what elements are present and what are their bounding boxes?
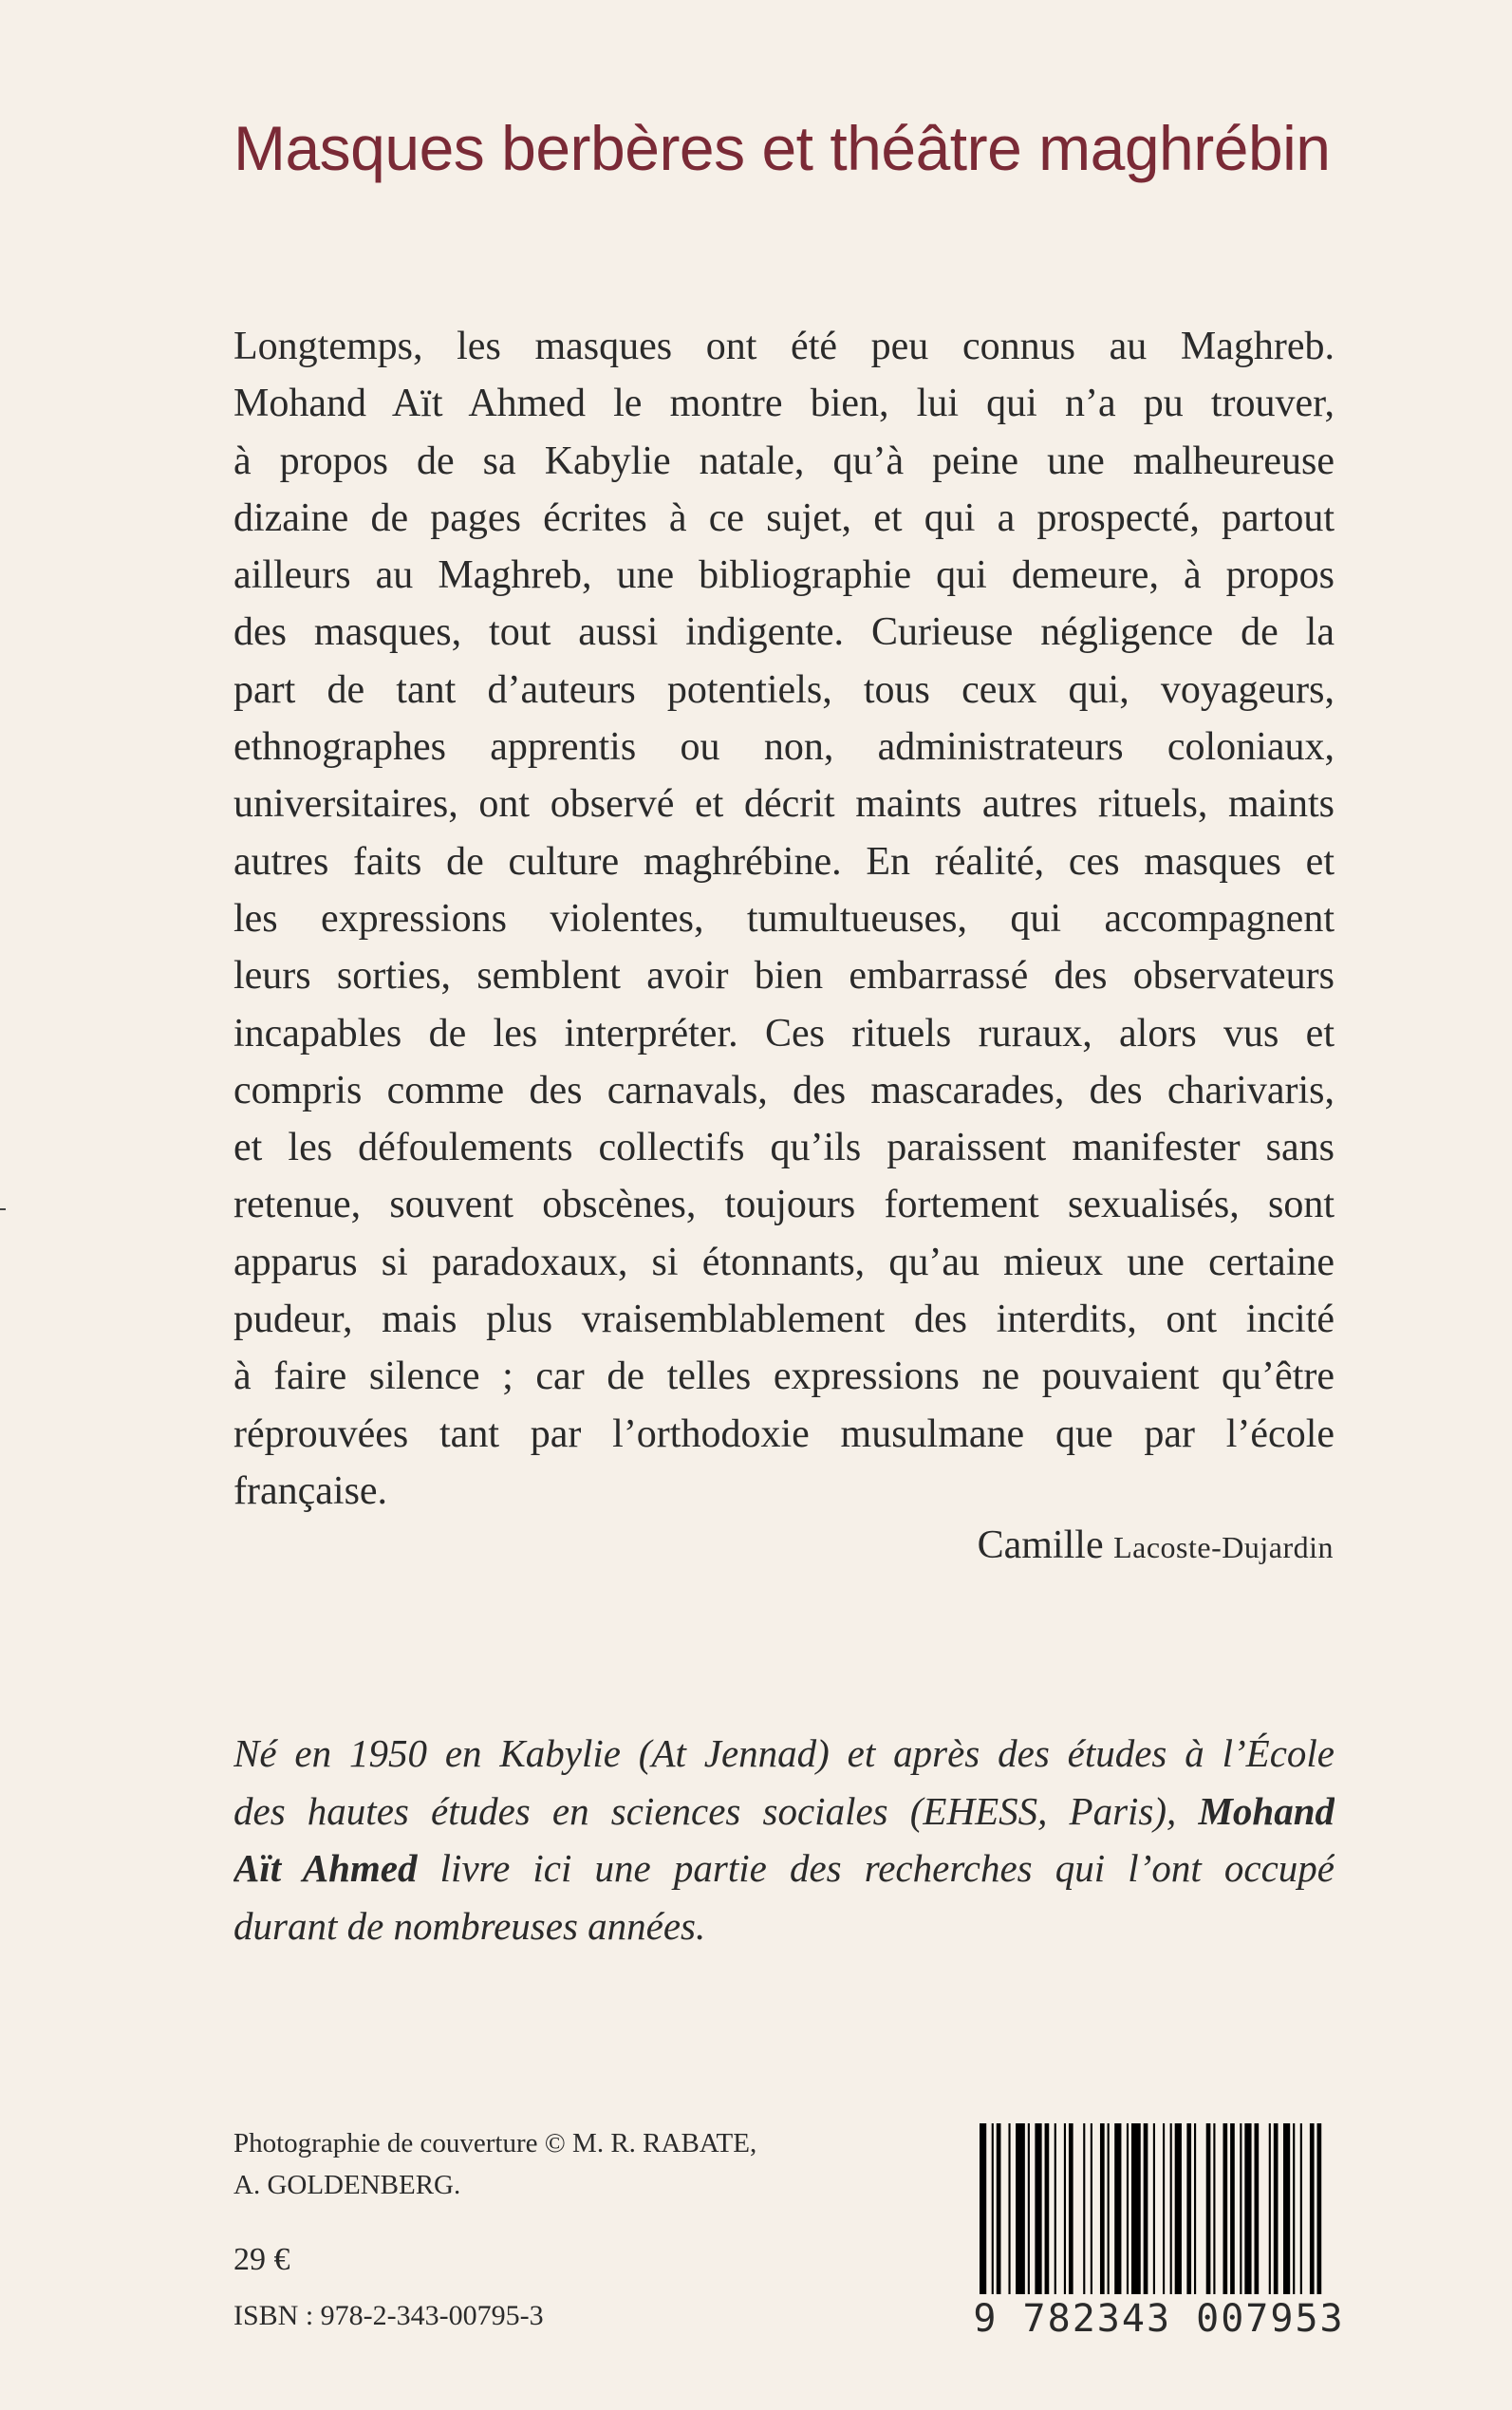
- blurb-line: des masques, tout aussi indigente. Curieuse négligence de la: [233, 610, 1335, 655]
- blurb-line: à propos de sa Kabylie natale, qu’à peine une malheureuse: [233, 439, 1335, 483]
- barcode-bar: [1244, 2123, 1251, 2304]
- blurb-line: universitaires, ont observé et décrit maints autres rituels, maints: [233, 782, 1335, 827]
- blurb-line: réprouvées tant par l’orthodoxie musulmane que par l’école: [233, 1411, 1335, 1456]
- barcode-bar: [1144, 2123, 1148, 2304]
- blurb-line: Mohand Aït Ahmed le montre bien, lui qui n’a pu trouver,: [233, 382, 1335, 426]
- blurb-line: les expressions violentes, tumultueuses, qui accompagnent: [233, 896, 1335, 941]
- bio-line: [233, 1840, 1335, 1897]
- isbn: ISBN : 978-2-343-00795-3: [233, 2300, 544, 2331]
- barcode-bar: [1206, 2123, 1211, 2304]
- barcode-bar: [1091, 2123, 1092, 2304]
- barcode-bar: [1055, 2123, 1056, 2304]
- barcode-bar: [1170, 2123, 1172, 2304]
- blurb-line: incapables de les interpréter. Ces rituels ruraux, alors vus et: [233, 1011, 1335, 1056]
- barcode-bar: [1300, 2123, 1302, 2304]
- blurb-signature: [978, 1523, 1334, 1568]
- barcode-bar: [1175, 2123, 1182, 2304]
- barcode-bar: [1310, 2123, 1315, 2304]
- barcode-bar: [1008, 2123, 1010, 2304]
- blurb-line: pudeur, mais plus vraisemblablement des interdits, ont incité: [233, 1298, 1335, 1342]
- barcode-bar: [1045, 2123, 1050, 2304]
- bio-line: Né en 1950 en Kabylie (At Jennad) et après des études à l’École: [233, 1731, 1335, 1775]
- signature-first-name: Camille: [977, 1523, 1104, 1567]
- trim-mark: [0, 1208, 6, 1210]
- barcode-bar: [1223, 2123, 1227, 2304]
- bio-text: livre ici une partie des recherches qui l’ont occupé: [439, 1846, 1335, 1890]
- blurb-line: et les défoulements collectifs qu’ils paraissent manifester sans: [233, 1126, 1335, 1170]
- barcode-bar: [1069, 2123, 1073, 2304]
- barcode-bar: [1131, 2123, 1141, 2304]
- barcode-bar: [1213, 2123, 1215, 2304]
- barcode-bars: [976, 2123, 1342, 2304]
- barcode-bar: [1153, 2123, 1155, 2304]
- blurb-line: dizaine de pages écrites à ce sujet, et qui a prospecté, partout: [233, 495, 1335, 540]
- blurb-line: apparus si paradoxaux, si étonnants, qu’au mieux une certaine: [233, 1240, 1335, 1284]
- blurb-line: ethnographes apprentis ou non, administrateurs coloniaux,: [233, 725, 1335, 770]
- barcode-bar: [1274, 2123, 1279, 2304]
- bio-line: [233, 1783, 1335, 1840]
- barcode-digits: 9 782343 007953: [973, 2294, 1345, 2344]
- price: 29 €: [233, 2242, 290, 2277]
- barcode-bar: [1108, 2123, 1110, 2304]
- barcode-bar: [1028, 2123, 1030, 2304]
- author-name-part: Mohand: [1198, 1788, 1335, 1833]
- barcode-bar: [1293, 2123, 1295, 2304]
- blurb-line: retenue, souvent obscènes, toujours fortement sexualisés, sont: [233, 1183, 1335, 1227]
- back-cover-blurb: [233, 318, 1335, 1520]
- blurb-line: compris comme des carnavals, des mascarades, des charivaris,: [233, 1068, 1335, 1112]
- barcode-bar: [1016, 2123, 1025, 2304]
- barcode-bar: [1083, 2123, 1085, 2304]
- blurb-line: autres faits de culture maghrébine. En réalité, ces masques et: [233, 839, 1335, 884]
- barcode-bar: [1114, 2123, 1121, 2304]
- barcode-bar: [1127, 2123, 1129, 2304]
- barcode-bar: [1255, 2123, 1260, 2304]
- credit-line: Photographie de couverture © M. R. RABATE,: [233, 2128, 757, 2158]
- barcode-bar: [1163, 2123, 1165, 2304]
- barcode-bar: [1100, 2123, 1105, 2304]
- barcode-bar: [992, 2123, 994, 2304]
- barcode-bar: [1317, 2123, 1322, 2304]
- book-title: Masques berbères et théâtre maghrébin: [233, 113, 1331, 183]
- barcode-bar: [1186, 2123, 1191, 2304]
- blurb-line: leurs sorties, semblent avoir bien embarrassé des observateurs: [233, 954, 1335, 999]
- barcode-bar: [1240, 2123, 1241, 2304]
- author-name-part: Aït Ahmed: [233, 1846, 418, 1890]
- blurb-line: française.: [233, 1468, 388, 1513]
- blurb-line: Longtemps, les masques ont été peu connus au Maghreb.: [233, 325, 1335, 368]
- signature-last-name: Lacoste-Dujardin: [1113, 1530, 1334, 1564]
- blurb-line: à faire silence ; car de telles expressions ne pouvaient qu’être: [233, 1354, 1335, 1399]
- photo-credit: [233, 2122, 898, 2206]
- author-bio: [233, 1725, 1335, 1954]
- barcode-bar: [980, 2123, 986, 2304]
- barcode-bar: [1230, 2123, 1235, 2304]
- barcode-bar: [1035, 2123, 1041, 2304]
- barcode-bar: [1283, 2123, 1290, 2304]
- barcode-bar: [997, 2123, 1001, 2304]
- barcode-bar: [1064, 2123, 1066, 2304]
- credit-line: A. GOLDENBERG.: [233, 2170, 461, 2200]
- bio-line: durant de nombreuses années.: [233, 1903, 706, 1948]
- bio-text: des hautes études en sciences sociales (EHESS, Paris),: [233, 1788, 1177, 1833]
- barcode-bar: [1194, 2123, 1196, 2304]
- blurb-line: part de tant d’auteurs potentiels, tous ceux qui, voyageurs,: [233, 667, 1335, 712]
- blurb-line: ailleurs au Maghreb, une bibliographie qui demeure, à propos: [233, 553, 1335, 598]
- barcode-bar: [1269, 2123, 1271, 2304]
